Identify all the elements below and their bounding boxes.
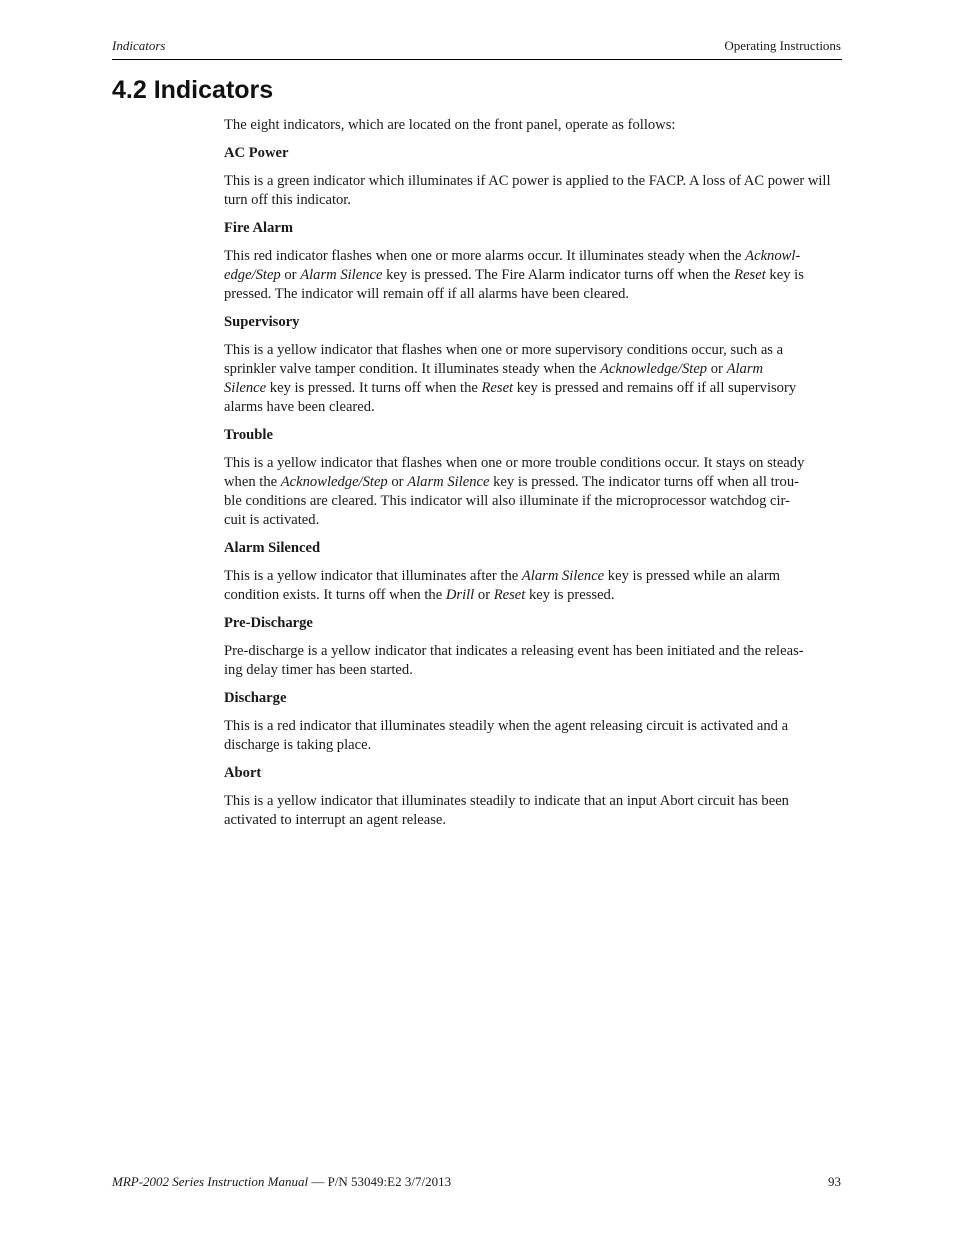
section-body — [224, 116, 844, 839]
key-name: Acknowl- — [745, 248, 801, 264]
indicator-heading-discharge: Discharge — [224, 690, 287, 706]
key-name: Alarm Silence — [521, 568, 605, 584]
indicator-description-abort: This is a yellow indicator that illuminates steadily to indicate that an input Abort circuit has been activated to interrupt an agent release. — [224, 793, 789, 828]
key-name: Alarm Silence — [407, 474, 490, 490]
key-name: Reset — [734, 267, 766, 283]
indicator-heading-ac-power: AC Power — [224, 145, 289, 161]
footer-part-number: — P/N 53049:E2 3/7/2013 — [308, 1174, 452, 1189]
indicator-description-discharge: This is a red indicator that illuminates steadily when the agent releasing circuit is activated and a discharge is taking place. — [224, 718, 789, 753]
page-number: 93 — [828, 1174, 841, 1189]
section-title: 4.2 Indicators — [112, 76, 274, 104]
indicator-heading-pre-discharge: Pre-Discharge — [224, 615, 313, 631]
key-name: Reset — [481, 380, 514, 396]
indicator-heading-supervisory: Supervisory — [224, 314, 300, 330]
key-name: Reset — [493, 587, 526, 603]
indicator-heading-trouble: Trouble — [224, 427, 273, 443]
running-footer-document — [112, 1174, 451, 1190]
key-name: Acknowledge/Step — [280, 474, 388, 490]
key-name: edge/Step — [224, 267, 281, 283]
indicator-description-fire-alarm: This red indicator flashes when one or more alarms occur. It illuminates steady when the Acknowl- edge/Step or Alarm Silence key is pressed. The Fire Alarm indicator turns off when the Reset key is pressed. The indicator will remain off if all alarms have been cleared. — [224, 248, 804, 302]
key-name: Drill — [445, 587, 475, 603]
running-header-section: Indicators — [112, 38, 166, 53]
footer-manual-title: MRP-2002 Series Instruction Manual — [112, 1174, 309, 1189]
key-name: Silence — [224, 380, 267, 396]
running-header-chapter: Operating Instructions — [724, 38, 841, 53]
indicator-list — [224, 144, 844, 830]
indicator-description-alarm-silenced: This is a yellow indicator that illuminates after the Alarm Silence key is pressed while an alarm condition exists. It turns off when the Drill or Reset key is pressed. — [224, 568, 781, 603]
key-name: Acknowledge/Step — [600, 361, 708, 377]
indicator-description-ac-power: This is a green indicator which illuminates if AC power is applied to the FACP. A loss of AC power will turn off this indicator. — [224, 173, 831, 208]
indicator-heading-alarm-silenced: Alarm Silenced — [224, 540, 321, 556]
key-name: Alarm — [726, 361, 764, 377]
indicator-heading-abort: Abort — [224, 765, 262, 781]
header-rule — [112, 59, 842, 60]
indicator-heading-fire-alarm: Fire Alarm — [224, 220, 294, 236]
indicator-description-pre-discharge: Pre-discharge is a yellow indicator that indicates a releasing event has been initiated and the releas- ing delay timer has been started. — [224, 643, 804, 678]
intro-paragraph: The eight indicators, which are located on the front panel, operate as follows: — [224, 117, 676, 133]
indicator-description-supervisory: This is a yellow indicator that flashes when one or more supervisory conditions occur, such as a sprinkler valve tamper condition. It illuminates steady when the Acknowledge/Step or Alarm Silence key is pressed. It turns off when the Reset key is pressed and remains off if all supervisory alarms have been cleared. — [224, 342, 797, 415]
indicator-description-trouble: This is a yellow indicator that flashes when one or more trouble conditions occur. It stays on steady when the Acknowledge/Step or Alarm Silence key is pressed. The indicator turns off when all trou- ble conditions are cleared. This indicator will also illuminate if the microprocessor watchdog cir- cuit is activated. — [224, 455, 805, 528]
key-name: Alarm Silence — [300, 267, 383, 283]
